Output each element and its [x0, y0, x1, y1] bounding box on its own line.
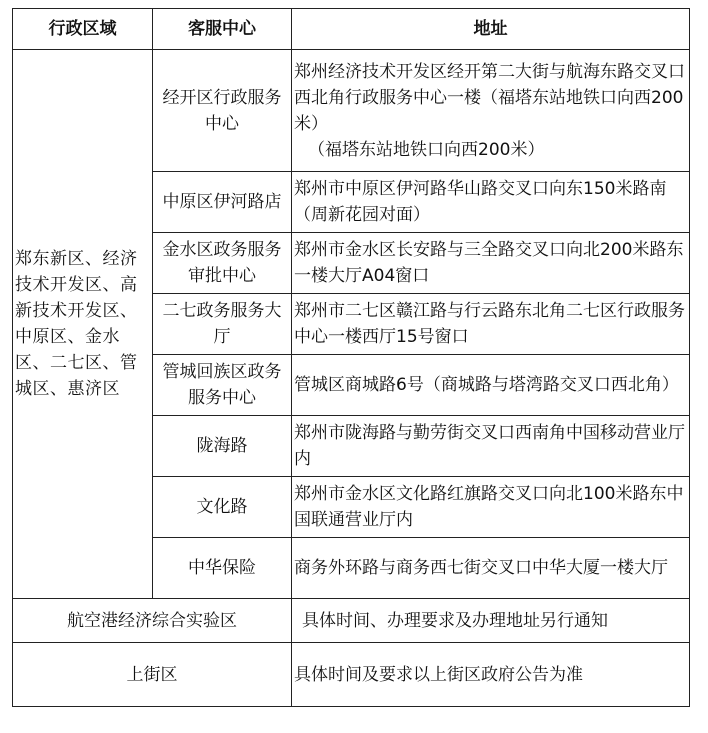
- address-cell: [292, 50, 690, 172]
- address-cell: 管城区商城路6号（商城路与塔湾路交叉口西北角）: [292, 355, 690, 416]
- address-cell: 郑州市中原区伊河路华山路交叉口向东150米路南（周新花园对面）: [292, 172, 690, 233]
- service-center-table: [12, 8, 690, 707]
- group-region-cell: 郑东新区、经济技术开发区、高新技术开发区、中原区、金水区、二七区、管城区、惠济区: [13, 50, 153, 599]
- address-cell: 郑州市二七区赣江路与行云路东北角二七区行政服务中心一楼西厅15号窗口: [292, 294, 690, 355]
- special-region-cell: 上街区: [13, 643, 292, 707]
- center-cell: 文化路: [153, 477, 292, 538]
- header-row: [13, 9, 690, 50]
- header-center: 客服中心: [153, 9, 292, 50]
- center-cell: 经开区行政服务中心: [153, 50, 292, 172]
- address-cell: 郑州市金水区长安路与三全路交叉口向北200米路东一楼大厅A04窗口: [292, 233, 690, 294]
- address-text: 郑州经济技术开发区经开第二大街与航海东路交叉口西北角行政服务中心一楼（福塔东站地铁口向西200米）: [294, 61, 685, 134]
- header-region: 行政区域: [13, 9, 153, 50]
- center-cell: 金水区政务服务审批中心: [153, 233, 292, 294]
- special-region-cell: 航空港经济综合实验区: [13, 599, 292, 643]
- special-note-cell: 具体时间及要求以上街区政府公告为准: [292, 643, 690, 707]
- header-address: 地址: [292, 9, 690, 50]
- address-cell: 商务外环路与商务西七街交叉口中华大厦一楼大厅: [292, 538, 690, 599]
- center-cell: 陇海路: [153, 416, 292, 477]
- table-row: [13, 50, 690, 172]
- address-cell: 郑州市金水区文化路红旗路交叉口向北100米路东中国联通营业厅内: [292, 477, 690, 538]
- address-cell: 郑州市陇海路与勤劳街交叉口西南角中国移动营业厅内: [292, 416, 690, 477]
- special-note-cell: 具体时间、办理要求及办理地址另行通知: [292, 599, 690, 643]
- center-cell: 二七政务服务大厅: [153, 294, 292, 355]
- special-row: [13, 643, 690, 707]
- center-cell: 管城回族区政务服务中心: [153, 355, 292, 416]
- center-cell: 中原区伊河路店: [153, 172, 292, 233]
- center-cell: 中华保险: [153, 538, 292, 599]
- address-extra: （福塔东站地铁口向西200米）: [308, 139, 545, 160]
- special-row: [13, 599, 690, 643]
